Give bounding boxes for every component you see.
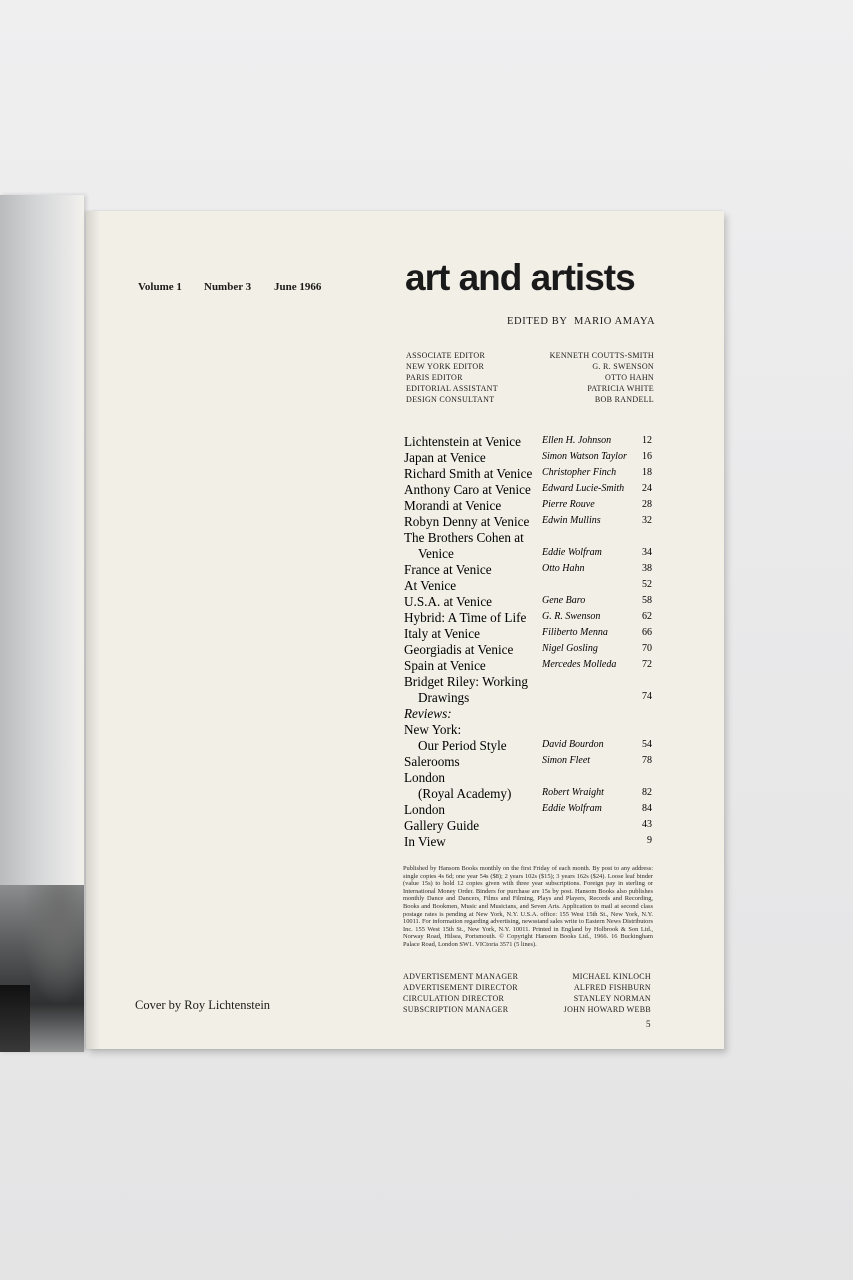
- toc-entry: [404, 802, 656, 818]
- article-title: Anthony Caro at Venice: [404, 482, 531, 497]
- article-page: 32: [642, 515, 652, 526]
- facing-page-cover: [0, 195, 84, 1052]
- publication-notice: Published by Hansom Books monthly on the first Friday of each month. By post to any address: single copies 4s 6d; one year 54s ($8); 2 years 102s ($15); 3 years 162s ($24). Loose leaf binder (value 15s) to hold 12 copies given with three year subscriptions. Foreign pay in sterling or International Money Order. Binders for purchase are 15s by post. Hansom Books also publishes monthly Dance and Dancers, Films and Filming, Plays and Players, Records and Recording, Books and Bookmen, Music and Musicians, and Seven Arts. Application to mail at second class postage rates is pending at New York, N.Y. U.S.A. office: 155 West 15th St., New York, N.Y. 10011. For information regarding advertising, newsstand sales write to Eastern News Distributors Inc. 155 West 15th St., New York, N.Y. 10011. Printed in England by Holbrook & Son Ltd., Norway Road, Hilsea, Portsmouth. © Copyright Hansom Books Ltd., 1966. 16 Buckingham Palace Road, London SW1. VICtoria 3571 (5 lines).: [403, 865, 653, 948]
- article-title: U.S.A. at Venice: [404, 594, 493, 609]
- management-role: ADVERTISEMENT MANAGER: [403, 972, 519, 981]
- toc-entry: [404, 450, 656, 466]
- article-title-continued: Venice: [418, 546, 454, 561]
- article-title: France at Venice: [404, 562, 492, 577]
- article-author: Eddie Wolfram: [542, 803, 602, 814]
- article-page: 70: [642, 643, 652, 654]
- article-title-continued: Drawings: [418, 690, 470, 705]
- table-of-contents: [404, 434, 656, 850]
- article-title-continued: Our Period Style: [418, 738, 507, 753]
- article-author: David Bourdon: [542, 739, 604, 750]
- article-author: Robert Wraight: [542, 787, 604, 798]
- toc-entry: [404, 722, 656, 754]
- article-title: Hybrid: A Time of Life: [404, 610, 527, 625]
- article-page: 38: [642, 563, 652, 574]
- article-author: Pierre Rouve: [542, 499, 595, 510]
- article-author: Simon Fleet: [542, 755, 591, 766]
- volume-label: Volume 1: [138, 281, 182, 293]
- article-title: London: [404, 802, 446, 817]
- article-page: 12: [642, 435, 652, 446]
- staff-role: ASSOCIATE EDITOR: [406, 351, 486, 360]
- article-title: Bridget Riley: Working: [404, 674, 528, 689]
- issue-number: Number 3: [204, 281, 252, 293]
- article-title: Spain at Venice: [404, 658, 486, 673]
- edited-by-label: EDITED BY: [507, 316, 568, 327]
- article-page: 16: [642, 451, 652, 462]
- toc-entry: [404, 466, 656, 482]
- article-author: Mercedes Molleda: [542, 659, 617, 670]
- article-page: 82: [642, 787, 652, 798]
- management-roles: [403, 971, 518, 1015]
- article-page: 66: [642, 627, 652, 638]
- article-author: Eddie Wolfram: [542, 547, 602, 558]
- staff-role: EDITORIAL ASSISTANT: [406, 384, 498, 393]
- management-role: ADVERTISEMENT DIRECTOR: [403, 983, 518, 992]
- staff-names: [550, 350, 654, 405]
- management-name: ALFRED FISHBURN: [573, 983, 651, 992]
- article-title: New York:: [404, 722, 462, 737]
- article-title: Italy at Venice: [404, 626, 480, 641]
- article-page: 84: [642, 803, 652, 814]
- management-name: MICHAEL KINLOCH: [572, 972, 651, 981]
- article-title: London: [404, 770, 446, 785]
- article-author: Otto Hahn: [542, 563, 585, 574]
- toc-entry: [404, 770, 656, 802]
- toc-entry: [404, 818, 656, 834]
- toc-entry: [404, 674, 656, 706]
- cover-credit: Cover by Roy Lichtenstein: [135, 998, 271, 1012]
- editor-name: MARIO AMAYA: [573, 316, 656, 327]
- staff-name: G. R. SWENSON: [592, 362, 654, 371]
- toc-entry: [404, 642, 656, 658]
- staff-name: BOB RANDELL: [594, 395, 654, 404]
- toc-entry: [404, 658, 656, 674]
- toc-entry: [404, 498, 656, 514]
- toc-entry: [404, 482, 656, 498]
- article-page: 74: [642, 691, 652, 702]
- article-page: 52: [642, 579, 652, 590]
- article-title-continued: (Royal Academy): [418, 786, 512, 801]
- article-page: 24: [642, 483, 652, 494]
- cover-photo-dark-area: [0, 985, 30, 1052]
- management-name: JOHN HOWARD WEBB: [563, 1005, 651, 1014]
- article-author: Ellen H. Johnson: [542, 435, 612, 446]
- toc-entry: [404, 834, 656, 850]
- article-page: 9: [647, 835, 652, 846]
- toc-entry: [404, 562, 656, 578]
- article-author: Filiberto Menna: [542, 627, 608, 638]
- article-page: 43: [642, 819, 652, 830]
- management-name: STANLEY NORMAN: [573, 994, 651, 1003]
- staff-name: OTTO HAHN: [605, 373, 654, 382]
- article-title: Robyn Denny at Venice: [404, 514, 530, 529]
- article-title: Richard Smith at Venice: [404, 466, 533, 481]
- staff-roles: [406, 350, 498, 405]
- page-number: 5: [646, 1019, 651, 1029]
- article-author: Edwin Mullins: [542, 515, 601, 526]
- staff-name: KENNETH COUTTS-SMITH: [549, 351, 654, 360]
- management-names: [564, 971, 651, 1015]
- article-page: 18: [642, 467, 652, 478]
- management-role: SUBSCRIPTION MANAGER: [403, 1005, 509, 1014]
- article-page: 34: [642, 547, 652, 558]
- article-author: G. R. Swenson: [542, 611, 601, 622]
- article-title: At Venice: [404, 578, 457, 593]
- toc-entry: [404, 514, 656, 530]
- article-title: The Brothers Cohen at: [404, 530, 524, 545]
- article-title: Lichtenstein at Venice: [404, 434, 521, 449]
- article-title: Salerooms: [404, 754, 460, 769]
- article-page: 72: [642, 659, 652, 670]
- spine-shadow: [86, 211, 100, 1049]
- staff-role: PARIS EDITOR: [406, 373, 463, 382]
- article-page: 62: [642, 611, 652, 622]
- section-heading: Reviews:: [404, 706, 452, 721]
- article-author: Nigel Gosling: [542, 643, 598, 654]
- toc-entry: [404, 434, 656, 450]
- article-author: Christopher Finch: [542, 467, 617, 478]
- article-title: In View: [404, 834, 446, 849]
- issue-date: June 1966: [274, 281, 322, 293]
- toc-entry: [404, 594, 656, 610]
- toc-entry: [404, 754, 656, 770]
- magazine-title: art and artists: [405, 257, 635, 298]
- staff-name: PATRICIA WHITE: [587, 384, 654, 393]
- article-author: Simon Watson Taylor: [542, 451, 627, 462]
- edited-by: [507, 316, 655, 327]
- management-role: CIRCULATION DIRECTOR: [403, 994, 505, 1003]
- toc-entry: [404, 530, 656, 562]
- article-title: Gallery Guide: [404, 818, 480, 833]
- toc-entry: [404, 626, 656, 642]
- article-title: Japan at Venice: [404, 450, 486, 465]
- article-title: Morandi at Venice: [404, 498, 502, 513]
- article-page: 28: [642, 499, 652, 510]
- article-author: Gene Baro: [542, 595, 586, 606]
- article-page: 54: [642, 739, 652, 750]
- article-title: Georgiadis at Venice: [404, 642, 514, 657]
- toc-entry: [404, 610, 656, 626]
- toc-section-reviews: [404, 706, 656, 722]
- toc-entry: [404, 578, 656, 594]
- article-author: Edward Lucie-Smith: [542, 483, 625, 494]
- staff-role: DESIGN CONSULTANT: [406, 395, 495, 404]
- staff-role: NEW YORK EDITOR: [406, 362, 485, 371]
- article-page: 78: [642, 755, 652, 766]
- article-page: 58: [642, 595, 652, 606]
